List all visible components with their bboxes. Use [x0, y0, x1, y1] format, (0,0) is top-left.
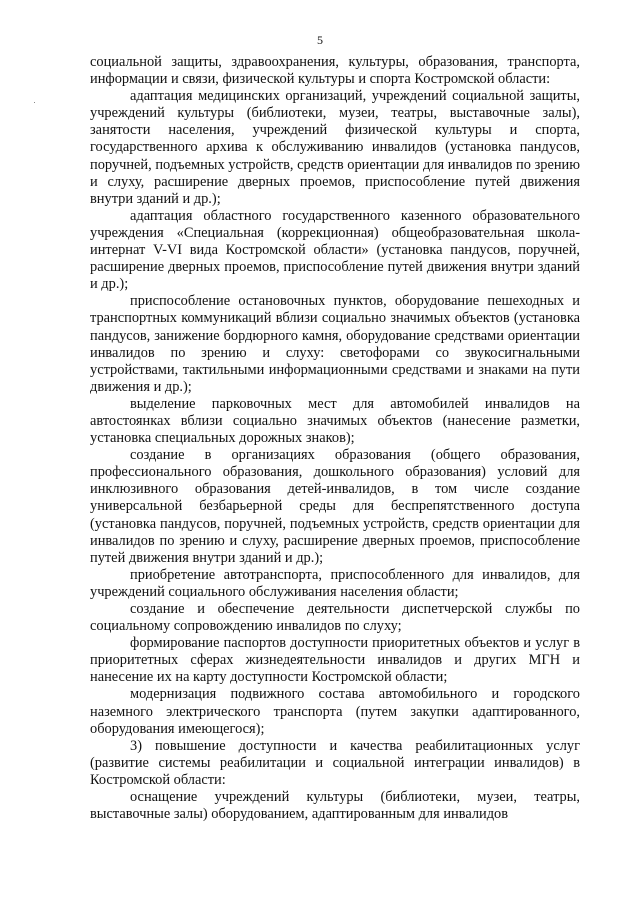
paragraph: создание в организациях образования (общего образования, профессионального образования, дошкольного образования) условий для инклюзивного образования детей-инвалидов, в том числе создание универсальной безбарьерной среды для беспрепятственного доступа (установка пандусов, поручней, подъемных устройств, средств ориентации для инвалидов по зрению и слуху, расширение дверных проемов, приспособление путей движения внутри зданий и др.); [90, 447, 580, 566]
paragraph: социальной защиты, здравоохранения, культуры, образования, транспорта, информации и связи, физической культуры и спорта Костромской области: [90, 54, 580, 88]
paragraph: оснащение учреждений культуры (библиотеки, музеи, театры, выставочные залы) оборудованием, адаптированным для инвалидов [90, 789, 580, 823]
page-number: 5 [317, 33, 323, 47]
margin-mark [34, 102, 35, 103]
paragraph: приспособление остановочных пунктов, оборудование пешеходных и транспортных коммуникаций вблизи социально значимых объектов (установка пандусов, занижение бордюрного камня, оборудование средствами ориентации инвалидов по зрению и слуху: светофорами со звукосигнальными устройствами, тактильными информационными средствами и знаками на пути движения и др.); [90, 293, 580, 395]
paragraph: создание и обеспечение деятельности диспетчерской службы по социальному сопровождению инвалидов по слуху; [90, 601, 580, 635]
paragraph: формирование паспортов доступности приоритетных объектов и услуг в приоритетных сферах жизнедеятельности инвалидов и других МГН и нанесение их на карту доступности Костромской области; [90, 635, 580, 686]
paragraph: адаптация медицинских организаций, учреждений социальной защиты, учреждений культуры (библиотеки, музеи, театры, выставочные залы), занятости населения, учреждений физической культуры и спорта, государственного архива к обслуживанию инвалидов (установка пандусов, поручней, подъемных устройств, средств ориентации для инвалидов по зрению и слуху, расширение дверных проемов, приспособление путей движения внутри зданий и др.); [90, 88, 580, 207]
document-body [90, 54, 580, 823]
paragraph: 3) повышение доступности и качества реабилитационных услуг (развитие системы реабилитации и социальной интеграции инвалидов) в Костромской области: [90, 737, 580, 788]
paragraph: выделение парковочных мест для автомобилей инвалидов на автостоянках вблизи социально значимых объектов (нанесение разметки, установка специальных дорожных знаков); [90, 395, 580, 447]
paragraph: адаптация областного государственного казенного образовательного учреждения «Специальная (коррекционная) общеобразовательная школа-интернат V-VI вида Костромской области» (установка пандусов, поручней, расширение дверных проемов, приспособление путей движения внутри зданий и др.); [90, 207, 580, 293]
paragraph: модернизация подвижного состава автомобильного и городского наземного электрического транспорта (путем закупки адаптированного, оборудования имеющегося); [90, 686, 580, 737]
paragraph: приобретение автотранспорта, приспособленного для инвалидов, для учреждений социального обслуживания населения области; [90, 566, 580, 600]
